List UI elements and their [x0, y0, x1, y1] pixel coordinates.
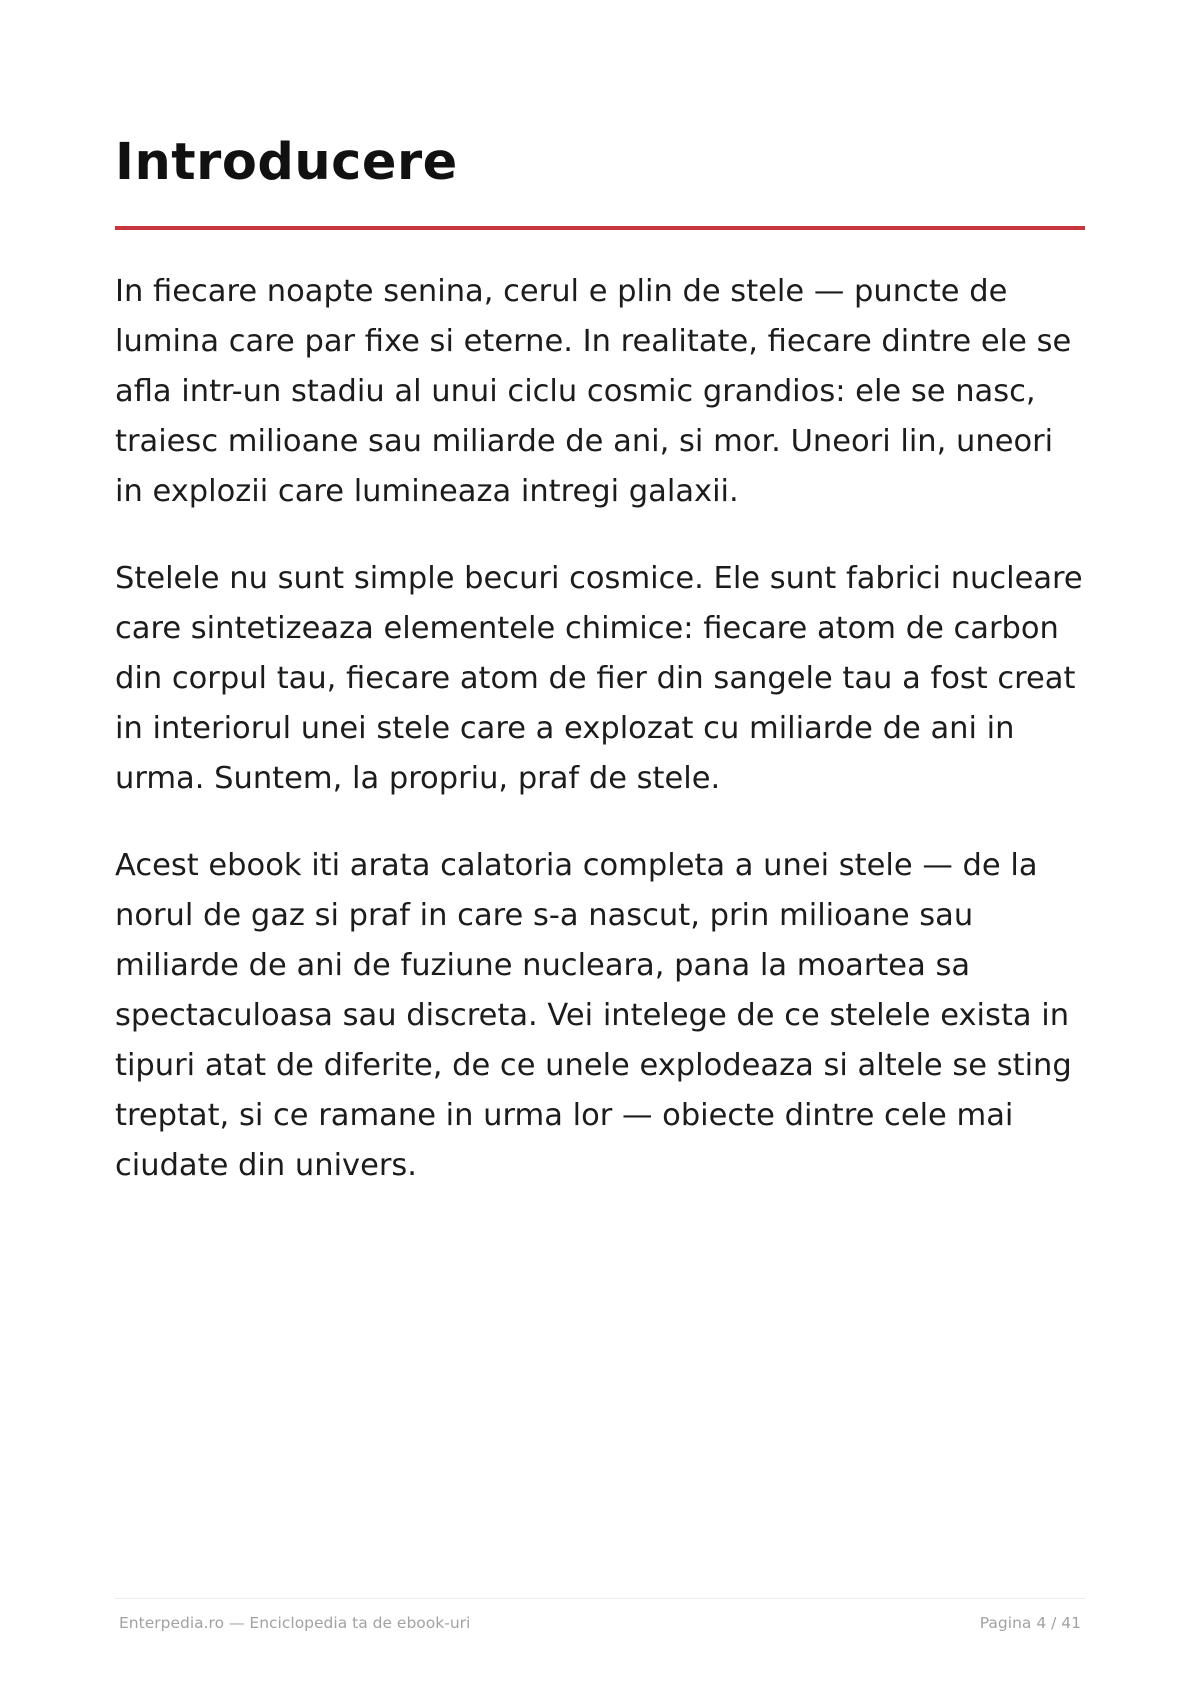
- document-page: [115, 0, 1085, 1683]
- page-number: Pagina 4 / 41: [979, 1614, 1081, 1632]
- paragraph-3: Acest ebook iti arata calatoria completa a unei stele — de la norul de gaz si praf in care s-a nascut, prin milioane sau miliarde de ani de fuziune nucleara, pana la moartea sa spectaculoasa sau discreta. Vei intelege de ce stelele exista in tipuri atat de diferite, de ce unele explodeaza si altele se sting treptat, si ce ramane in urma lor — obiecte dintre cele mai ciudate din univers.: [115, 848, 1072, 1183]
- page-title: Introducere: [115, 133, 458, 192]
- paragraph-2: Stelele nu sunt simple becuri cosmice. Ele sunt fabrici nucleare care sintetizeaza elementele chimice: fiecare atom de carbon din corpul tau, fiecare atom de fier din sangele tau a fost creat in interiorul unei stele care a explozat cu miliarde de ani in urma. Suntem, la propriu, praf de stele.: [115, 561, 1083, 796]
- title-divider: [115, 226, 1085, 230]
- footer-divider: [115, 1598, 1085, 1599]
- footer-site-name: Enterpedia.ro — Enciclopedia ta de ebook-uri: [119, 1614, 471, 1632]
- paragraph-1: In fiecare noapte senina, cerul e plin de stele — puncte de lumina care par fixe si eterne. In realitate, fiecare dintre ele se afla intr-un stadiu al unui ciclu cosmic grandios: ele se nasc, traiesc milioane sau miliarde de ani, si mor. Uneori lin, uneori in explozii care lumineaza intregi galaxii.: [115, 274, 1072, 509]
- body-content: [115, 267, 1090, 1228]
